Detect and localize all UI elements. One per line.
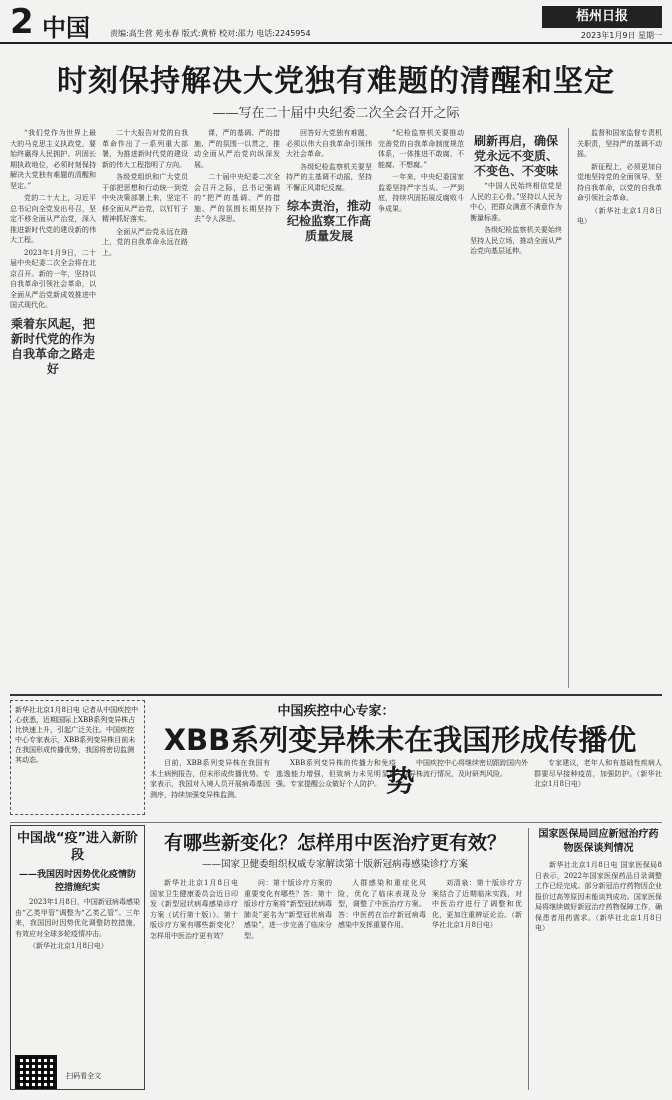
paragraph: 目前，XBB系列变异株在我国有本土病例报告，但未形成传播优势。专家表示，我国对入境人员开展病毒基因测序，持续加强变异株监测。 <box>150 759 270 799</box>
xbb-kicker: 中国疾控中心专家： <box>277 704 395 719</box>
brief-title: 国家医保局回应新冠治疗药物医保谈判情况 <box>538 829 659 854</box>
main-headline: 时刻保持解决大党独有难题的清醒和坚定 <box>57 64 615 99</box>
paragraph: 回答好大党独有难题，必须以伟大自我革命引领伟大社会革命。 <box>286 129 372 158</box>
feature-subtitle: ——我国因时因势优化疫情防控措施纪实 <box>18 870 136 893</box>
article1-column-1 <box>10 128 96 688</box>
section-title: 中国 <box>42 14 90 42</box>
xbb-column-2 <box>276 758 396 818</box>
paragraph: 新征程上，必须更加自觉地坚持党的全面领导，坚持自我革命，以党的自我革命引领社会革命。 <box>577 162 662 202</box>
paragraph: XBB系列变异株的传播力和免疫逃逸能力增强，但致病力未见明显增强。专家提醒公众做好个人防护。 <box>276 759 396 788</box>
paragraph: 二十大报告对党的自我革命作出了一系列重大部署，为推进新时代党的建设新的伟大工程指明了方向。 <box>102 129 188 169</box>
paragraph: 专家建议，老年人和有基础性疾病人群要尽早接种疫苗，加强防护。（新华社北京1月8日电） <box>534 759 662 788</box>
paragraph: 各级党组织和广大党员干部把思想和行动统一到党中央决策部署上来，坚定不移全面从严治党，以钉钉子精神抓好落实。 <box>102 173 188 223</box>
paragraph: “我们党作为世界上最大的马克思主义执政党，要始终赢得人民拥护、巩固长期执政地位，必须时刻保持解决大党独有难题的清醒和坚定。” <box>10 129 96 190</box>
feature-text <box>15 897 140 1047</box>
tcm-column-4 <box>432 878 522 1090</box>
article1-column-6 <box>470 128 562 688</box>
article1-column-5 <box>378 128 464 688</box>
covid-feature-box <box>10 825 145 1090</box>
xbb-column-1 <box>150 758 270 818</box>
page-header <box>0 0 672 44</box>
qr-code-icon[interactable] <box>15 1055 57 1090</box>
paragraph: 新华社北京1月8日电 国家卫生健康委员会近日印发《新型冠状病毒感染诊疗方案（试行第十版）》。第十版诊疗方案有哪些新变化？怎样用中医治疗更有效？ <box>150 879 238 940</box>
paragraph: 问：第十版诊疗方案的重要变化有哪些？答：第十版诊疗方案将“新型冠状病毒肺炎”更名为“新型冠状病毒感染”，进一步完善了临床分型。 <box>244 879 332 940</box>
paragraph: 一年来，中央纪委国家监委坚持严字当头、一严到底，持续巩固拓展反腐败斗争成果。 <box>378 173 464 213</box>
paragraph: 新华社北京1月8日电 国家医保局8日表示，2022年国家医保药品目录调整工作已经完成。部分新冠治疗药物因企业报价过高等原因未能谈判成功。国家医保局将继续做好新冠治疗药物保障工作，确保患者用药需求。（新华社北京1月8日电） <box>535 861 662 932</box>
tcm-headline: 有哪些新变化？怎样用中医治疗更有效？ <box>163 832 506 854</box>
page-number: 2 <box>10 2 34 42</box>
xbb-headline: XBB系列变异株未在我国形成传播优势 <box>163 723 637 798</box>
paragraph: （新华社北京1月8日电） <box>577 206 662 225</box>
paragraph: 2023年1月8日，中国新冠病毒感染由“乙类甲管”调整为“乙类乙管”。三年来，我国因时因势优化调整防控措施，有效应对全球多轮疫情冲击。 <box>15 898 140 938</box>
paragraph: 各级纪检监察机关要坚持严的主基调不动摇，坚持不懈正风肃纪反腐。 <box>286 162 372 192</box>
feature-title: 中国战“疫”进入新阶段 <box>16 831 139 863</box>
newspaper-masthead: 梧州日报 <box>542 6 662 28</box>
tcm-subhead: ——国家卫健委组织权威专家解读第十版新冠病毒感染诊疗方案 <box>201 859 468 870</box>
article1-column-4 <box>286 128 372 688</box>
section-divider <box>10 694 662 696</box>
paragraph: 党的二十大上，习近平总书记向全党发出号召，坚定不移全面从严治党，深入推进新时代党的建设新的伟大工程。 <box>10 194 96 244</box>
section-divider <box>10 822 662 823</box>
article1-section-heading-1: 乘着东风起，把新时代党的作为自我革命之路走好 <box>10 316 95 376</box>
brief-text: 新华社北京1月8日电 记者从中国疾控中心获悉，近期国际上XBB系列变异株占比快速上升，引起广泛关注。中国疾控中心专家表示，XBB系列变异株目前未在我国形成传播优势，我国将密切监测其动态。 <box>15 706 139 764</box>
xbb-column-3 <box>402 758 528 818</box>
article1-column-7 <box>568 128 662 688</box>
article1-section-heading-3: 刷新再启，确保党永远不变质、不变色、不变味 <box>473 134 558 178</box>
article1-section-heading-2: 综本责治，推动纪检监察工作高质量发展 <box>286 199 371 243</box>
editor-credits: 责编:高生营 苑永春 版式:黄桥 校对:邵力 电话:2245954 <box>110 29 311 38</box>
tcm-column-2 <box>244 878 332 1090</box>
paragraph: 刘清泉：第十版诊疗方案结合了近期临床实践，对中医治疗进行了调整和优化，更加注重辨证论治。（新华社北京1月8日电） <box>432 879 522 929</box>
paragraph: 中国疾控中心将继续密切跟踪国内外变异株流行情况，及时研判风险。 <box>402 759 528 778</box>
paragraph: 2023年1月9日，二十届中央纪委二次全会将在北京召开。新的一年，坚持以自我革命引领社会革命，以全面从严治党新成效推进中国式现代化。 <box>10 248 96 309</box>
xbb-column-4 <box>534 758 662 818</box>
paragraph: “纪检监察机关要推动完善党的自我革命制度规范体系，一体推进不敢腐、不能腐、不想腐。” <box>378 129 464 169</box>
main-subhead: ——写在二十届中央纪委二次全会召开之际 <box>212 106 460 121</box>
qr-block <box>15 1055 140 1090</box>
article1-column-2 <box>102 128 188 688</box>
paragraph: 课，严的基调、严的措施、严的氛围一以贯之，推动全面从严治党向纵深发展。 <box>194 129 280 169</box>
paragraph: 人群感染和重症化风险，优化了临床表现及分型，调整了中医治疗方案。答：中医药在治疗新冠病毒感染中发挥重要作用。 <box>338 879 426 929</box>
paragraph: “中国人民始终相信党是人民的主心骨。”坚持以人民为中心，把群众满意不满意作为衡量标准。 <box>470 182 562 222</box>
article1-column-3 <box>194 128 280 688</box>
tcm-column-1 <box>150 878 238 1090</box>
brief-text <box>535 860 662 1080</box>
paragraph: 二十届中央纪委二次全会召开之际，总书记强调的“把严的基调、严的措施、严的氛围长期坚持下去”令人深思。 <box>194 173 280 223</box>
medical-insurance-brief <box>528 828 662 1090</box>
feature-footer: （新华社北京1月8日电） <box>29 942 108 950</box>
qr-label: 扫码看全文 <box>66 1072 102 1080</box>
paragraph: 监督和国家监督专责机关职责，坚持严的基调不动摇。 <box>577 129 662 158</box>
issue-date: 2023年1月9日 星期一 <box>580 31 662 40</box>
tcm-column-3 <box>338 878 426 1090</box>
paragraph: 全面从严治党永远在路上，党的自我革命永远在路上。 <box>102 227 188 257</box>
paragraph: 各级纪检监察机关要始终坚持人民立场，推动全面从严治党向基层延伸。 <box>470 226 562 255</box>
